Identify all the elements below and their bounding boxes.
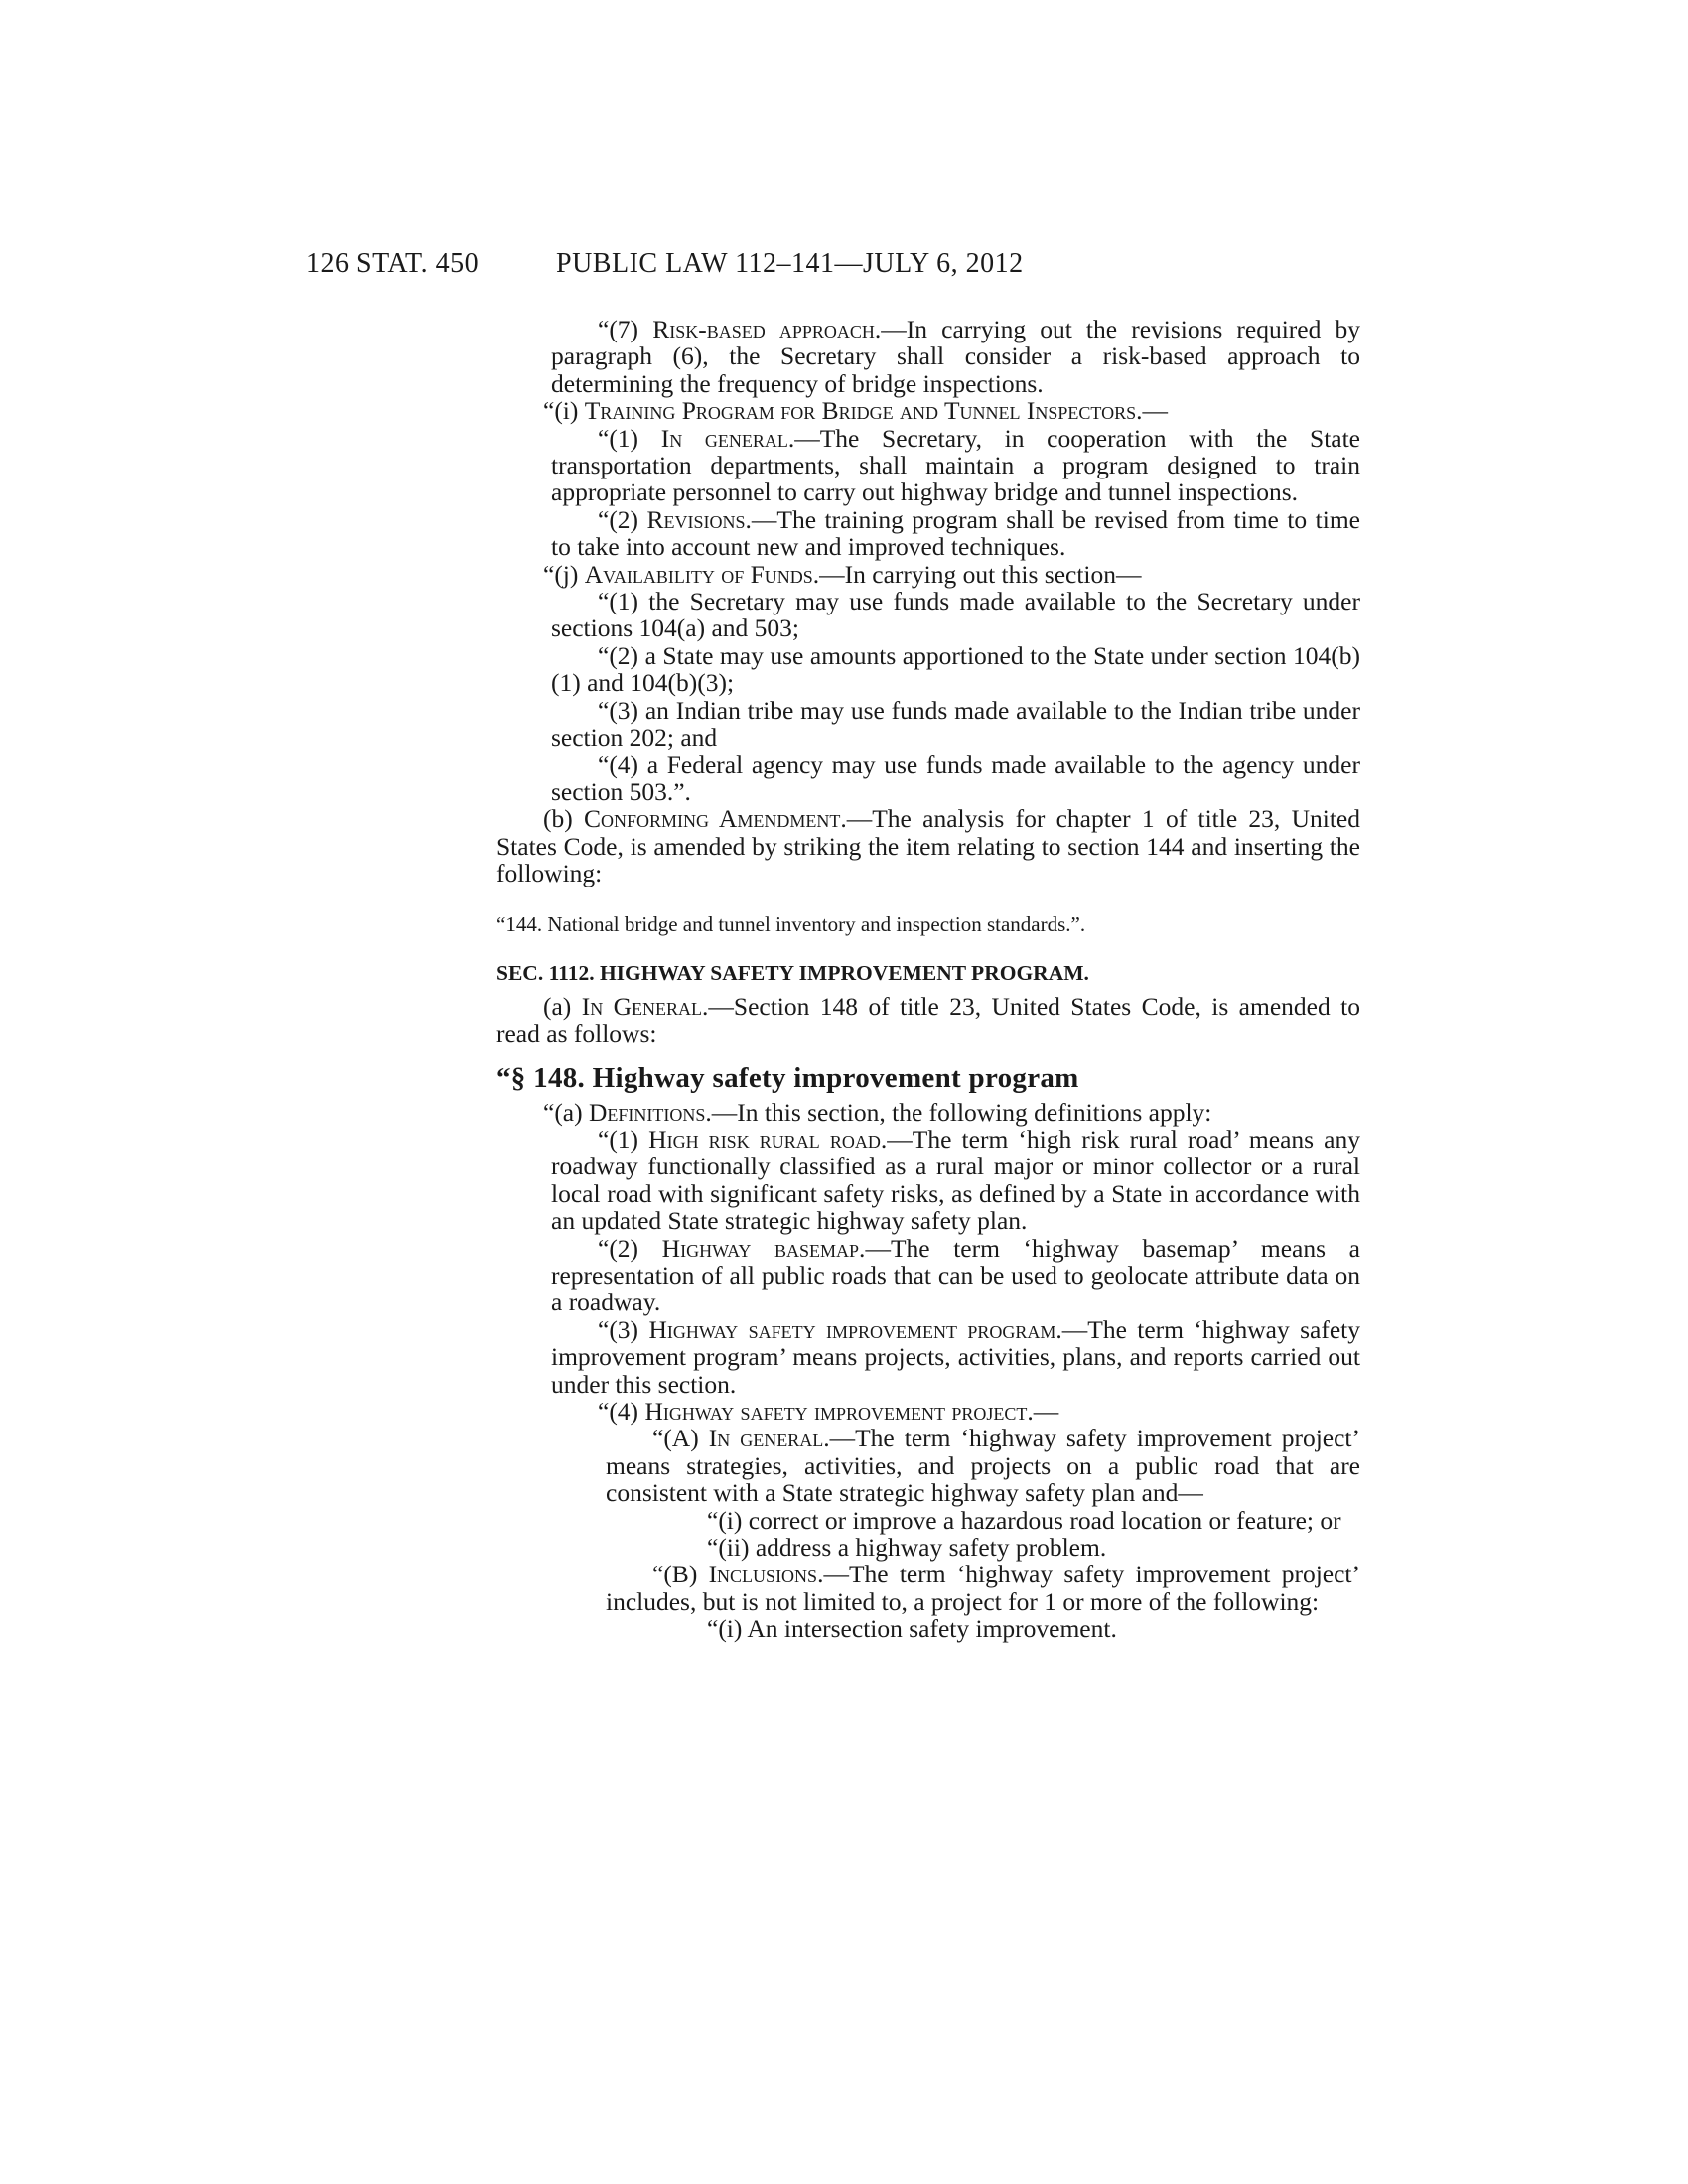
subsection-a-definitions: “(a) Definitions.—In this section, the following definitions apply: bbox=[543, 1097, 1212, 1127]
paragraph-j4: “(4) a Federal agency may use funds made available to the agency under section 503.”. bbox=[551, 750, 1360, 806]
paragraph-i2-revisions: “(2) Revisions.—The training program shall be revised from time to time to take into account new and improved techniques. bbox=[551, 504, 1360, 562]
subsection-a-general: (a) In General.—Section 148 of title 23, United States Code, is amended to read as follows: bbox=[496, 992, 1360, 1048]
page-number: 126 STAT. 450 bbox=[306, 248, 480, 279]
definition-4: “(4) Highway safety improvement project.— bbox=[598, 1397, 1059, 1427]
section-heading: SEC. 1112. HIGHWAY SAFETY IMPROVEMENT PROGRAM. bbox=[496, 960, 1089, 985]
definition-3: “(3) Highway safety improvement program.—The term ‘highway safety improvement program’ means projects, activities, plans, and reports carried out under this section. bbox=[551, 1314, 1360, 1399]
paragraph-i1-general: “(1) In general.—The Secretary, in cooperation with the State transportation departments, shall maintain a program designed to train appropriate personnel to carry out highway bridge and tunnel inspections. bbox=[551, 423, 1360, 507]
definition-4-A: “(A) In general.—The term ‘highway safety improvement project’ means strategies, activities, and projects on a public road that are consistent with a State strategic highway safety plan and— bbox=[606, 1424, 1361, 1508]
definition-4-A-ii: “(ii) address a highway safety problem. bbox=[707, 1533, 1107, 1563]
paragraph-j2: “(2) a State may use amounts apportioned to the State under section 104(b)(1) and 104(b)(3); bbox=[551, 640, 1360, 698]
page-header bbox=[0, 248, 1688, 288]
definition-4-B: “(B) Inclusions.—The term ‘highway safety improvement project’ includes, but is not limited to, a project for 1 or more of the following: bbox=[606, 1560, 1361, 1616]
table-of-contents-entry: “144. National bridge and tunnel inventory and inspection standards.”. bbox=[496, 911, 1086, 936]
paragraph-j3: “(3) an Indian tribe may use funds made available to the Indian tribe under section 202; and bbox=[551, 695, 1360, 752]
paragraph-7-risk-based: “(7) Risk-based approach.—In carrying out the revisions required by paragraph (6), the Secretary shall consider a risk-based approach to determining the frequency of bridge inspections. bbox=[551, 315, 1360, 398]
document-body bbox=[496, 316, 1360, 1643]
paragraph-j1: “(1) the Secretary may use funds made available to the Secretary under sections 104(a) and 503; bbox=[551, 587, 1360, 643]
section-148-title: “§ 148. Highway safety improvement program bbox=[496, 1062, 1079, 1095]
definition-2: “(2) Highway basemap.—The term ‘highway basemap’ means a representation of all public roads that can be used to geolocate attribute data on a roadway. bbox=[551, 1233, 1360, 1317]
definition-4-B-i: “(i) An intersection safety improvement. bbox=[707, 1614, 1117, 1644]
subsection-i-training: “(i) Training Program for Bridge and Tunnel Inspectors.— bbox=[543, 396, 1168, 426]
running-head: PUBLIC LAW 112–141—JULY 6, 2012 bbox=[556, 248, 1024, 279]
subsection-j-availability: “(j) Availability of Funds.—In carrying out this section— bbox=[543, 559, 1142, 589]
definition-1: “(1) High risk rural road.—The term ‘high risk rural road’ means any roadway functionally classified as a rural major or minor collector or a rural local road with significant safety risks, as defined by a State in accordance with an updated State strategic highway safety plan. bbox=[551, 1124, 1360, 1236]
definition-4-A-i: “(i) correct or improve a hazardous road location or feature; or bbox=[707, 1505, 1341, 1535]
subsection-b-conforming: (b) Conforming Amendment.—The analysis for chapter 1 of title 23, United States Code, is amended by striking the item relating to section 144 and inserting the following: bbox=[496, 804, 1360, 888]
